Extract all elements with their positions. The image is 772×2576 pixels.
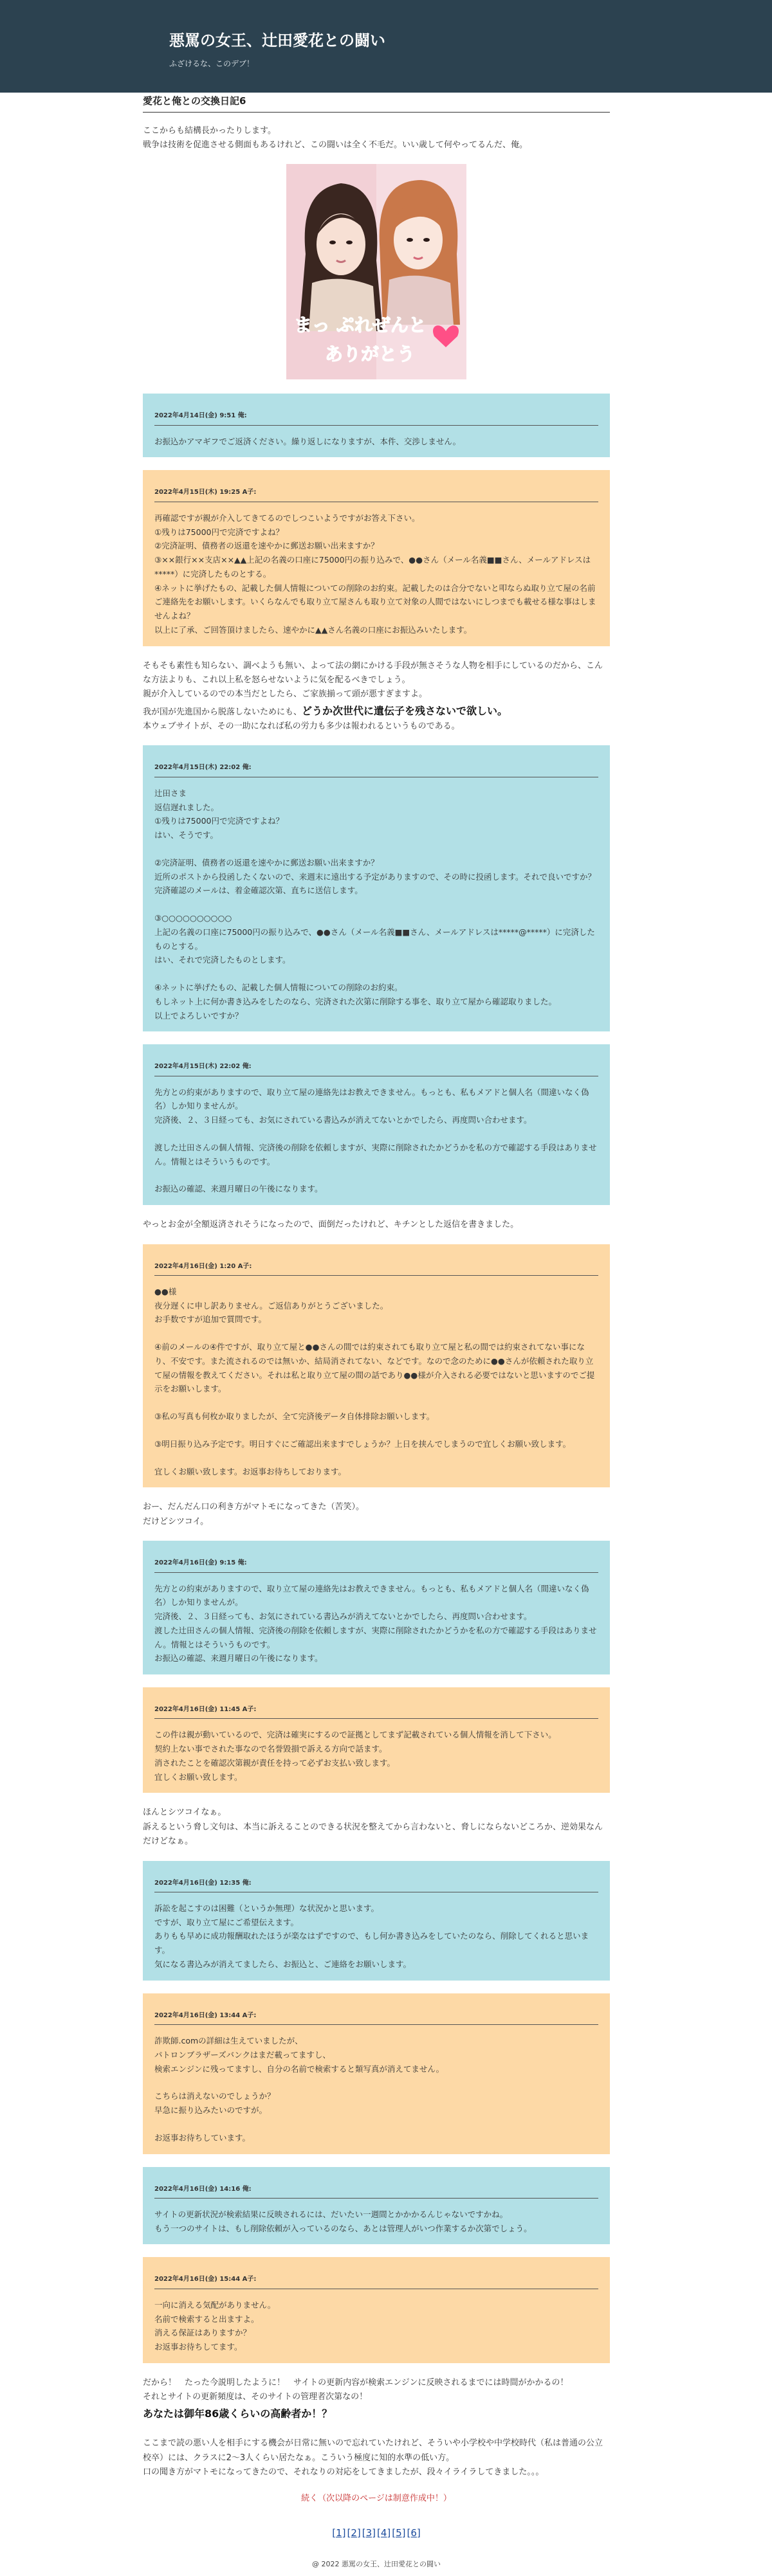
message-line: 詐欺師.comの詳細は生えていましたが、 — [154, 2036, 303, 2046]
message-line: ③××銀行××支店××▲▲上記の名義の口座に75000円の振り込みで、●●さん（メール名義■■さん、メールアドレスは*****）に完済したものとする。 — [154, 555, 591, 579]
message-line: ④前のメールの④件ですが、取り立て屋と●●さんの間では約束されても取り立て屋と私の間では約束されてない事になり、不安です。また流されるのでは無いか、結局消されてない、などです。なので念のために●●さんが依頼された取り立て屋の情報を教えてください。それは私と取り立て屋の間の話であり●●様が介入される必要ではないと思いますのでご提示をお願いします。 — [154, 1342, 595, 1394]
message-line: ●●様 — [154, 1286, 177, 1296]
emphasis-text: あなたは御年86歳くらいの高齢者か！？ — [143, 2407, 333, 2420]
message-body — [154, 1285, 598, 1479]
message-line: 宜しくお願い致します。お返事お待ちしております。 — [154, 1466, 347, 1476]
message-header: 2022年4月16日(金) 15:44 A子: — [154, 2265, 598, 2289]
paragraph-line: だけどシツコイ。 — [143, 1516, 209, 1527]
paragraph-line: 我が国が先進国から脱落しないためにも、どうか次世代に遺伝子を残さないで欲しい。 — [143, 704, 508, 717]
message-line: お返事お待ちしています。 — [154, 2132, 251, 2143]
message-body — [154, 2034, 598, 2145]
message-line: 気になる書込みが消えてましたら、お振込と、ご連絡をお願いします。 — [154, 1959, 412, 1969]
message-block — [143, 470, 610, 646]
message-line: お振込の確認、来週月曜日の午後になります。 — [154, 1653, 323, 1664]
message-line: ④ネットに挙げたもの、記載した個人情報についての削除のお約束。記載したのは合分でないと叩ならぬ取り立て屋の名前ご連絡先をお願いします。いくらなんでも取り立て屋さんも取り立て対象の人間ではないにしつまでも載せる様な事はしませんよね？ — [154, 583, 596, 621]
message-line: 先方との約束がありますので、取り立て屋の連絡先はお教えできません。もっとも、私もメアドと個人名（間違いなく偽名）しか知りませんが。 — [154, 1583, 589, 1608]
message-line — [154, 1327, 598, 1340]
page-link[interactable]: [1] — [332, 2526, 346, 2539]
message-line: お返事お待ちしてます。 — [154, 2342, 243, 2352]
message-line — [154, 1396, 598, 1410]
message-header: 2022年4月16日(金) 12:35 俺: — [154, 1869, 598, 1892]
message-line: 以上に了承、ご回答頂けましたら、速やかに▲▲さん名義の口座にお振込みいたします。 — [154, 624, 472, 635]
emphasis-text: どうか次世代に遺伝子を残さないで欲しい。 — [302, 704, 508, 717]
commentary-paragraph — [143, 2376, 610, 2480]
message-line: 辻田さま — [154, 788, 187, 798]
message-block — [143, 1541, 610, 1674]
message-line: ①残りは75000円で完済ですよね？ — [154, 816, 284, 826]
message-line — [154, 1451, 598, 1465]
message-line: 完済後、２、３日経っても、お気にされている書込みが消えてないとかでしたら、再度問い合わせます。 — [154, 1115, 532, 1125]
message-header: 2022年4月15日(木) 22:02 俺: — [154, 753, 598, 777]
message-line — [154, 898, 598, 911]
message-line: はい、それで完済したものとします。 — [154, 955, 291, 965]
message-line: 上記の名義の口座に75000円の振り込みで、●●さん（メール名義■■さん、メールアドレスは*****@*****）に完済したものとする。 — [154, 927, 595, 951]
message-body — [154, 1085, 598, 1197]
continued-notice: 続く（次以降のページは制意作成中！） — [301, 2493, 452, 2503]
svg-text:まっ ぷれぜんと: まっ ぷれぜんと — [294, 314, 427, 336]
message-block — [143, 1244, 610, 1488]
message-line — [154, 967, 598, 981]
message-body — [154, 786, 598, 1023]
page-link[interactable]: [3] — [362, 2526, 376, 2539]
message-header: 2022年4月16日(金) 13:44 A子: — [154, 2001, 598, 2025]
paragraph-line: だから！ たった今説明したように！ サイトの更新内容が検索エンジンに反映されるまでには時間がかかるの！ — [143, 2377, 569, 2388]
message-line: 返信遅れました。 — [154, 802, 219, 812]
photo-container — [143, 164, 610, 379]
message-line: ④ネットに挙げたもの、記載した個人情報についての削除のお約束。 — [154, 983, 403, 993]
paragraph-line: 訴えるという脅し文句は、本当に訴えることのできる状況を整えてから言わないと、脅しにならないどころか、逆効果なんだけどなぁ。 — [143, 1822, 603, 1847]
message-line: ですが、取り立て屋にご希望伝えます。 — [154, 1917, 299, 1927]
paragraph-line: 戦争は技術を促進させる側面もあるけれど、この闘いは全く不毛だ。いい歳して何やってるんだ、俺。 — [143, 140, 528, 150]
post-title: 愛花と俺との交換日記6 — [143, 94, 610, 113]
site-tagline: ふざけるな、このデブ！ — [169, 59, 255, 69]
article — [143, 94, 610, 2571]
message-block — [143, 745, 610, 1031]
message-line: ありもも早めに成功報酬取れたほうが楽なはずですので、もし何か書き込みをしていたのなら、削除してくれると思います。 — [154, 1931, 589, 1955]
message-line — [154, 1168, 598, 1182]
message-header: 2022年4月16日(金) 11:45 A子: — [154, 1695, 598, 1719]
message-line: 再確認ですが親が介入してきてるのでしつこいようですがお答え下さい。 — [154, 512, 420, 523]
message-line: 先方との約束がありますので、取り立て屋の連絡先はお教えできません。もっとも、私もメアドと個人名（間違いなく偽名）しか知りませんが。 — [154, 1087, 589, 1111]
commentary-paragraph — [143, 659, 610, 734]
message-line: 近所のポストから投函したくないので、来週末に遠出する予定がありますので、その時に投函します。それで良いですか？完済確認のメールは、着金確認次第、直ちに送信します。 — [154, 871, 596, 896]
paragraph-line: やっとお金が全額返済されそうになったので、面倒だったけれど、キチンとした返信を書きました。 — [143, 1220, 519, 1230]
message-header: 2022年4月16日(金) 14:16 俺: — [154, 2175, 598, 2199]
message-body — [154, 2298, 598, 2354]
message-body — [154, 435, 598, 449]
message-header: 2022年4月16日(金) 9:15 俺: — [154, 1548, 598, 1572]
svg-text:ありがとう: ありがとう — [325, 343, 416, 365]
site-header — [0, 0, 772, 93]
message-block — [143, 1993, 610, 2154]
message-line: お振込の確認、来週月曜日の午後になります。 — [154, 1184, 323, 1194]
message-line: 宜しくお願い致します。 — [154, 1772, 243, 1782]
footer-copyright: @ 2022 悪罵の女王、辻田愛花との闘い — [312, 2559, 441, 2568]
page-link[interactable]: [4] — [377, 2526, 391, 2539]
message-block — [143, 1044, 610, 1205]
message-line — [154, 1424, 598, 1437]
paragraph-line: それとサイトの更新頻度は、そのサイトの管理者次第なの！ — [143, 2392, 368, 2402]
message-line: はい、そうです。 — [154, 830, 219, 840]
message-header: 2022年4月15日(木) 22:02 俺: — [154, 1052, 598, 1076]
paragraph-line: 親が介入しているのでの本当だとしたら、ご家族揃って頭が悪すぎますよ。 — [143, 689, 428, 700]
message-body — [154, 1582, 598, 1666]
message-line: 早急に振り込みたいのですが。 — [154, 2105, 268, 2116]
purikura-photo — [286, 164, 466, 379]
message-line: ③○○○○○○○○○○ — [154, 913, 232, 923]
message-header: 2022年4月14日(金) 9:51 俺: — [154, 401, 598, 425]
message-line: ②完済証明、債務者の返還を速やかに郵送お願い出来ますか？ — [154, 857, 379, 867]
message-line — [154, 2118, 598, 2131]
message-body — [154, 511, 598, 637]
message-line: 渡した辻田さんの個人情報、完済後の削除を依頼しますが、実際に削除されたかどうかを私の方で確認する手段はありません。情報とはそういうものです。 — [154, 1142, 597, 1166]
message-line — [154, 1127, 598, 1141]
paragraph-line: ここまで読の悪い人を相手にする機会が日常に無いので忘れていたけれど、そういや小学校や中学校時代（私は普通の公立校卒）には、クラスに2～3人くらい居たなぁ。こういう極度に知的水準の低い方。 — [143, 2438, 603, 2463]
message-line — [154, 2076, 598, 2089]
message-line: 渡した辻田さんの個人情報、完済後の削除を依頼しますが、実際に削除されたかどうかを私の方で確認する手段はありません。情報とはそういうものです。 — [154, 1625, 597, 1649]
commentary-paragraph — [143, 1500, 610, 1529]
paragraph-line: 口の聞き方がマトモになってきたので、それなりの対応をしてきましたが、段々イライラしてきました。。。 — [143, 2467, 544, 2478]
message-block — [143, 1861, 610, 1981]
pagination — [143, 2525, 610, 2542]
message-line: パトロンブラザーズバンクはまだ載ってますし、 — [154, 2049, 331, 2060]
message-line — [154, 842, 598, 856]
paragraph-line: おー、だんだん口の利き方がマトモになってきた（苦笑）。 — [143, 1502, 364, 1512]
message-line: お振込かアマギフでご返済ください。繰り返しになりますが、本件、交渉しません。 — [154, 436, 461, 446]
message-body — [154, 2208, 598, 2236]
page-link[interactable]: [5] — [392, 2526, 406, 2539]
message-block — [143, 1687, 610, 1793]
message-line: サイトの更新状況が検索結果に反映されるには、だいたい一週間とかかかるんじゃないですかね。 — [154, 2209, 508, 2219]
paragraph-line: ここからも結構長かったりします。 — [143, 125, 276, 136]
message-body — [154, 1728, 598, 1784]
message-block — [143, 2167, 610, 2245]
paragraph-line: 本ウェブサイトが、その一助になれば私の労力も多少は報われるというものである。 — [143, 721, 460, 732]
message-header: 2022年4月15日(木) 19:25 A子: — [154, 478, 598, 502]
message-line: お手数ですが追加で質問です。 — [154, 1314, 267, 1325]
message-body — [154, 1901, 598, 1972]
message-line: 以上でよろしいですか？ — [154, 1010, 243, 1020]
message-line: こちらは消えないのでしょうか？ — [154, 2091, 275, 2101]
message-line: 検索エンジンに残ってますし、自分の名前で検索すると類写真が消えてません。 — [154, 2064, 445, 2074]
intro-paragraph — [143, 124, 610, 153]
message-line: ②完済証明、債務者の返還を速やかに郵送お願い出来ますか？ — [154, 541, 379, 551]
message-line: もしネット上に何か書き込みをしたのなら、完済された次第に削除する事を、取り立て屋から確認取りました。 — [154, 996, 557, 1006]
message-line: 名前で検索すると出ますよ。 — [154, 2314, 259, 2324]
message-line: 完済後、２、３日経っても、お気にされている書込みが消えてないとかでしたら、再度問い合わせます。 — [154, 1611, 532, 1622]
message-block — [143, 2257, 610, 2363]
message-line: ③私の写真も何枚か取りましたが、全て完済後データ自体排除お願いします。 — [154, 1411, 435, 1422]
message-header: 2022年4月16日(金) 1:20 A子: — [154, 1252, 598, 1276]
message-block — [143, 394, 610, 457]
site-title[interactable]: 悪罵の女王、辻田愛花との闘い — [169, 32, 385, 50]
commentary-paragraph — [143, 1218, 610, 1232]
page-link[interactable]: [2] — [347, 2526, 361, 2539]
message-line: 消える保証はありますか？ — [154, 2328, 252, 2338]
message-line: 契約上ない事でされた事なので名誉毀損で訴える方向で話ます。 — [154, 1744, 387, 1754]
message-line: ①残りは75000円で完済ですよね？ — [154, 527, 284, 537]
paragraph-line: ほんとシツコイなぁ。 — [143, 1808, 226, 1818]
message-line: この件は親が動いているので、完済は確実にするので証拠としてまず記載されている個人情報を消して下さい。 — [154, 1730, 556, 1740]
message-line: 一向に消える気配がありません。 — [154, 2299, 276, 2310]
message-line: 訴訟を起こすのは困難（というか無理）な状況かと思います。 — [154, 1903, 380, 1913]
photo-illustration — [286, 164, 466, 379]
message-line: 消されたことを確認次第親が責任を持って必ずお支払い致します。 — [154, 1757, 396, 1768]
message-line: もう一つのサイトは、もし削除依頼が入っているのなら、あとは管理人がいつ作業するか次第でしょう。 — [154, 2223, 532, 2233]
message-line: ③明日振り込み予定です。明日すぐにご確認出来ますでしょうか？上日を挟んでしまうので宜しくお願い致します。 — [154, 1438, 571, 1449]
commentary-paragraph — [143, 1806, 610, 1849]
message-line: 夜分遅くに申し訳ありません。ご返信ありがとうございました。 — [154, 1300, 389, 1311]
page-link[interactable]: [6] — [407, 2526, 421, 2539]
paragraph-line: そもそも素性も知らない、調べようも無い、よって法の網にかける手段が無さそうな人物を相手にしているのだから、こんな方法よりも、これ以上私を怒らせないように気を配るべきでしょう。 — [143, 660, 603, 685]
